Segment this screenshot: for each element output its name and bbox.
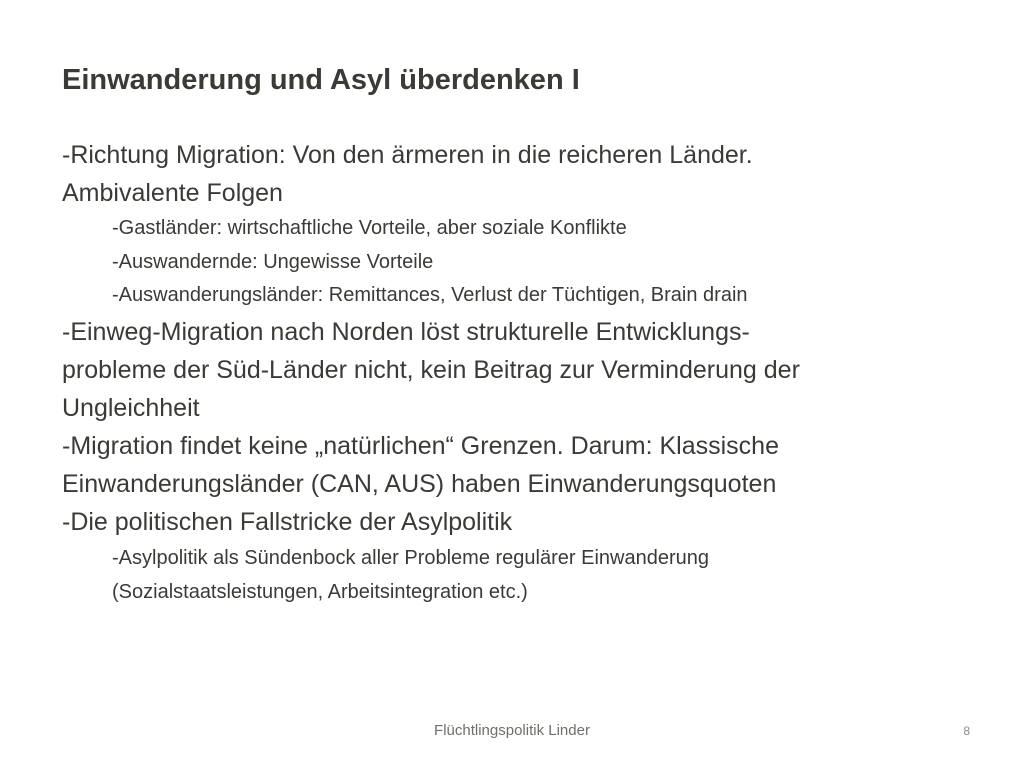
- sub-bullet-scapegoat: -Asylpolitik als Sündenbock aller Probleme regulärer Einwanderung: [112, 546, 709, 569]
- bullet-ambivalent-consequences: Ambivalente Folgen: [62, 179, 283, 207]
- bullet-migration-direction: -Richtung Migration: Von den ärmeren in die reicheren Länder.: [62, 141, 753, 169]
- bullet-one-way-migration-end: Ungleichheit: [62, 393, 200, 422]
- slide-page-number: 8: [963, 724, 970, 738]
- sub-bullet-emigration-countries: -Auswanderungsländer: Remittances, Verlust der Tüchtigen, Brain drain: [112, 284, 748, 306]
- bullet-natural-borders-cont: Einwanderungsländer (CAN, AUS) haben Einwanderungsquoten: [62, 469, 777, 498]
- slide-title: Einwanderung und Asyl überdenken I: [62, 64, 580, 96]
- bullet-natural-borders: -Migration findet keine „natürlichen“ Grenzen. Darum: Klassische: [62, 431, 779, 460]
- sub-bullet-scapegoat-cont: (Sozialstaatsleistungen, Arbeitsintegration etc.): [112, 580, 528, 603]
- slide-footer: Flüchtlingspolitik Linder: [434, 722, 590, 739]
- slide-body: [62, 136, 1002, 609]
- sub-bullet-emigrants: -Auswandernde: Ungewisse Vorteile: [112, 250, 434, 273]
- bullet-one-way-migration-cont: probleme der Süd-Länder nicht, kein Beitrag zur Verminderung der: [62, 355, 800, 384]
- bullet-one-way-migration: -Einweg-Migration nach Norden löst strukturelle Entwicklungs-: [62, 317, 750, 346]
- sub-bullet-host-countries: -Gastländer: wirtschaftliche Vorteile, aber soziale Konflikte: [112, 217, 627, 239]
- bullet-asylum-pitfalls: -Die politischen Fallstricke der Asylpolitik: [62, 507, 513, 536]
